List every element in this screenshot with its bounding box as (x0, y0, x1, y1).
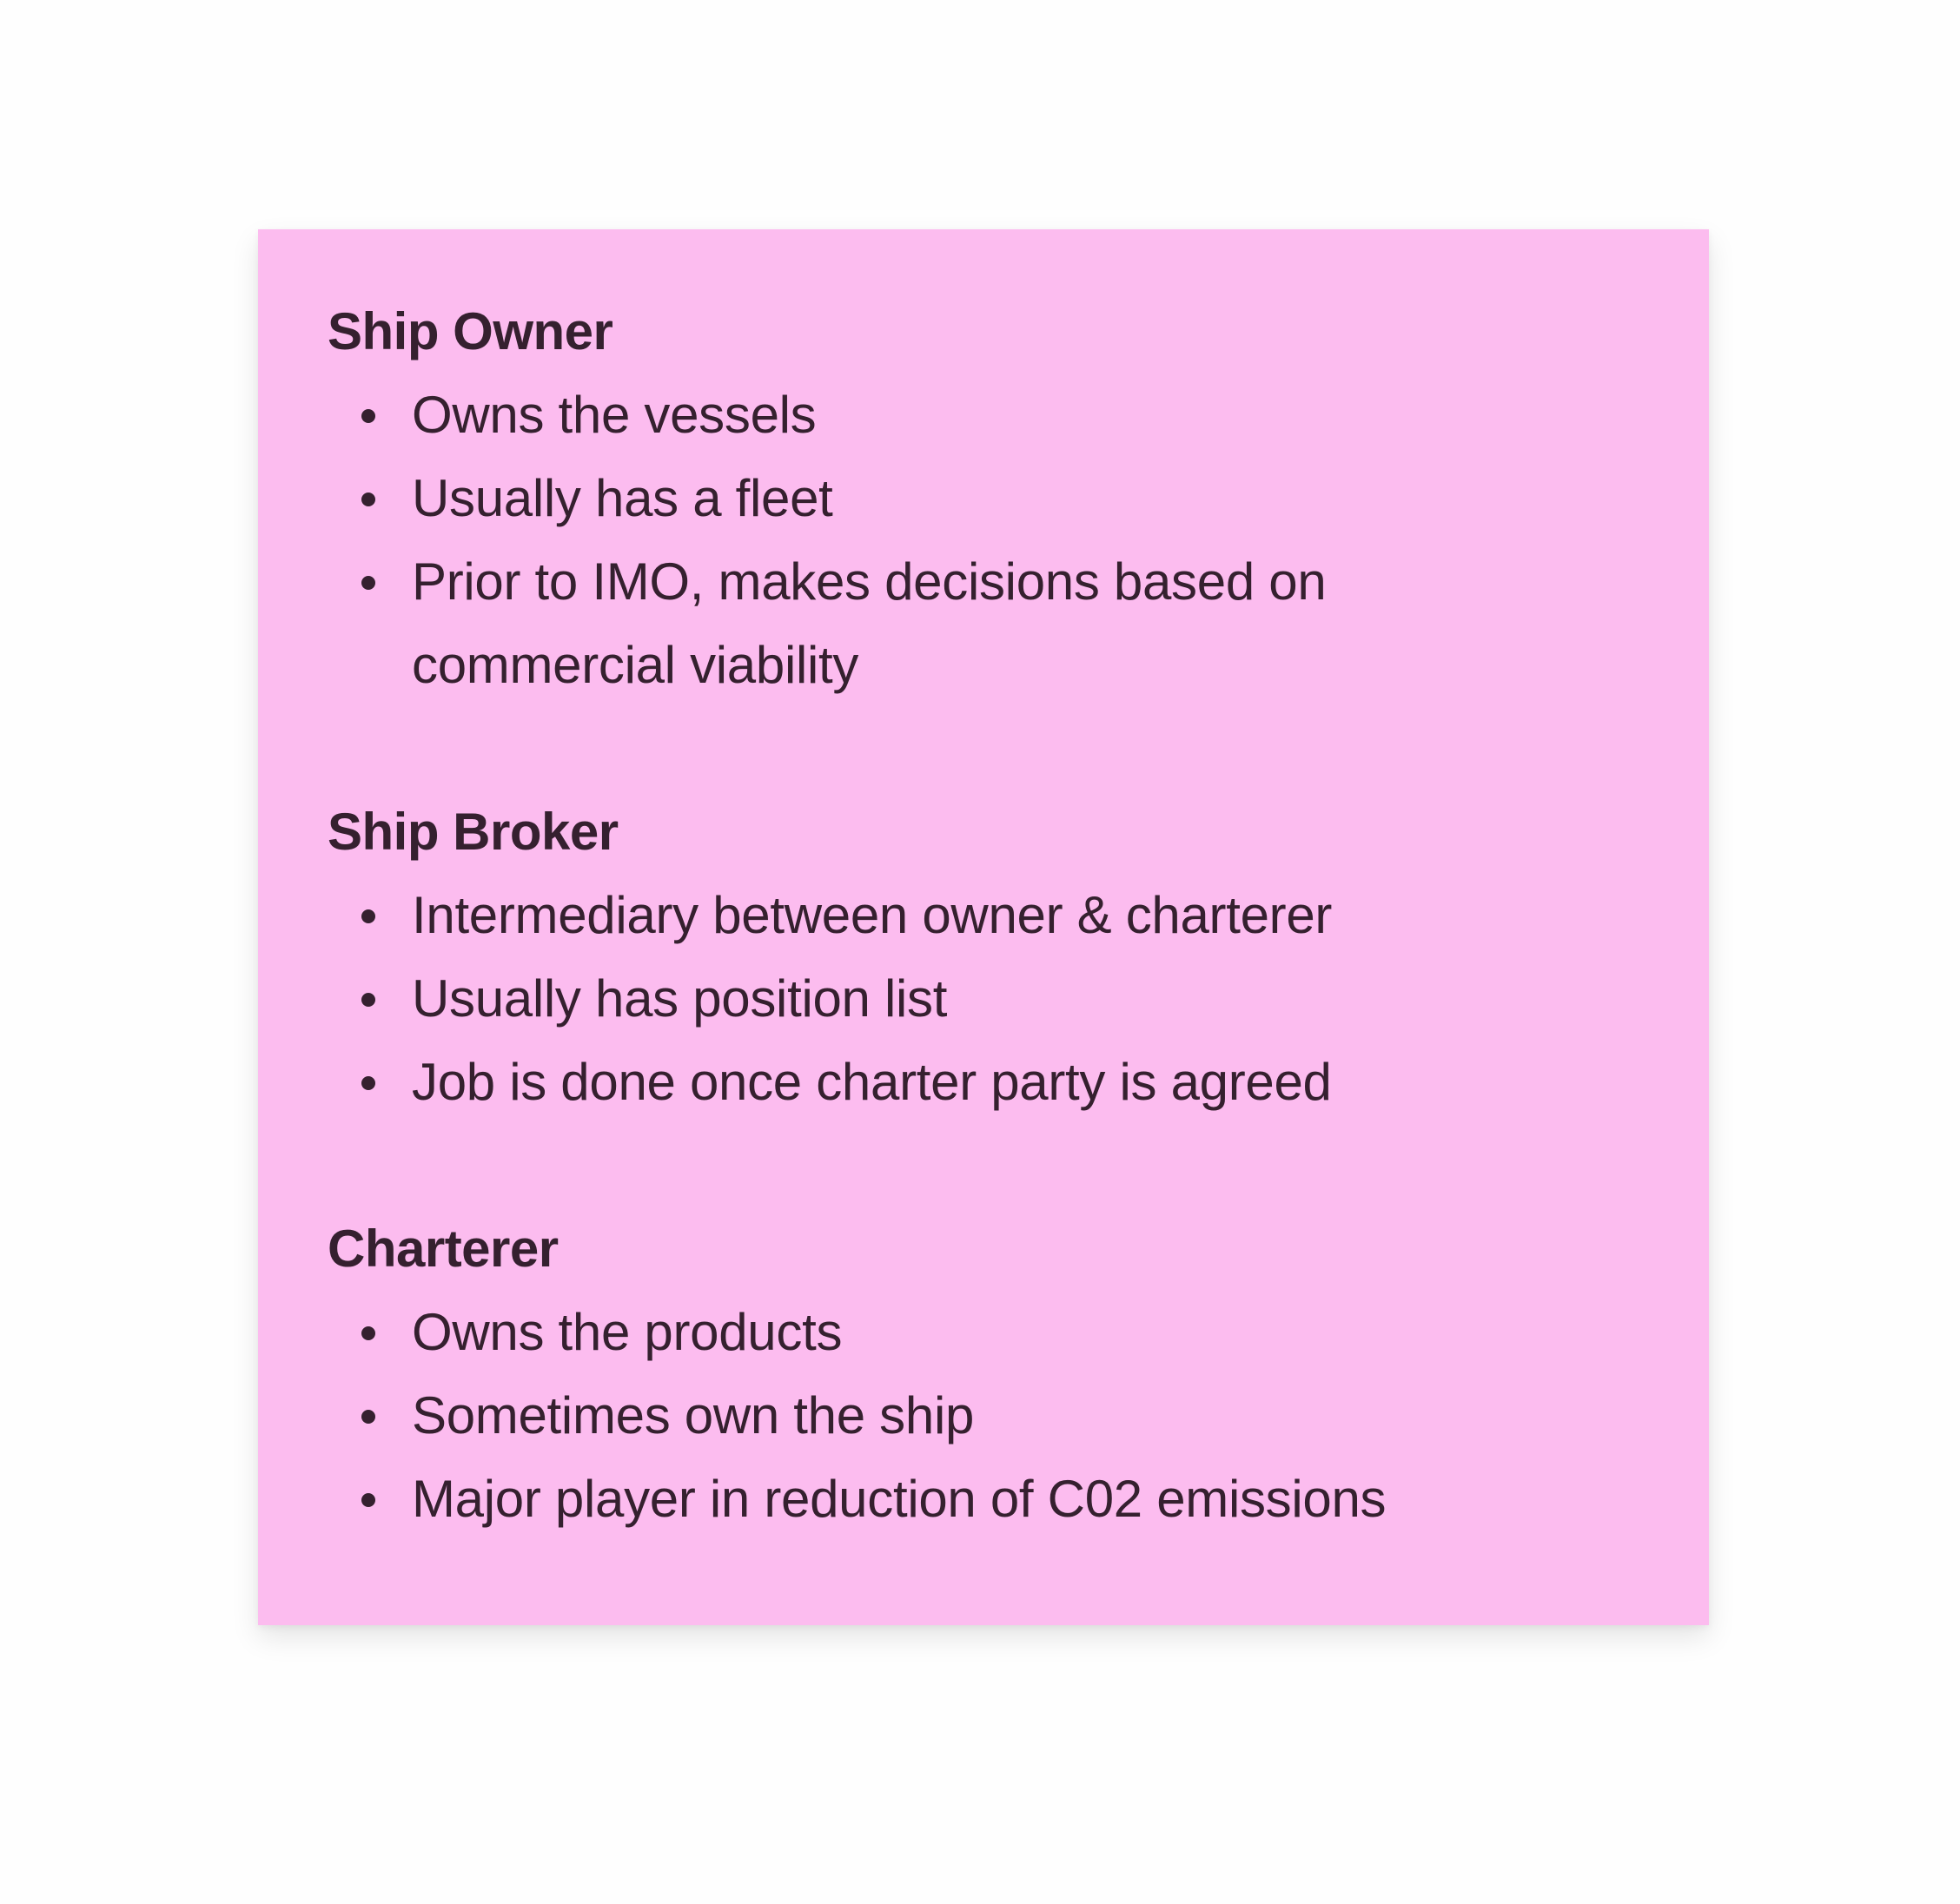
list-item (328, 874, 1639, 957)
bullet-icon (361, 576, 375, 590)
list-item-text: Prior to IMO, makes decisions based on commercial viability (412, 552, 1327, 694)
sticky-note[interactable] (258, 229, 1709, 1625)
bullet-icon (361, 1326, 375, 1340)
list-item-text: Intermediary between owner & charterer (412, 886, 1333, 944)
section-title: Ship Broker (328, 803, 619, 861)
bullet-icon (361, 493, 375, 506)
list-item (328, 1374, 1639, 1458)
bullet-list (328, 1291, 1639, 1541)
list-item-text: Owns the products (412, 1303, 843, 1361)
list-item-text: Usually has position list (412, 969, 948, 1028)
list-item-text: Major player in reduction of C02 emissions (412, 1470, 1387, 1528)
bullet-icon (361, 909, 375, 923)
list-item (328, 374, 1639, 457)
list-item-text: Job is done once charter party is agreed (412, 1053, 1332, 1111)
list-item-text: Sometimes own the ship (412, 1386, 975, 1445)
section-title: Ship Owner (328, 302, 613, 360)
list-item (328, 540, 1639, 707)
list-item-text: Usually has a fleet (412, 469, 833, 527)
bullet-icon (361, 993, 375, 1007)
bullet-list (328, 874, 1639, 1124)
list-item (328, 1041, 1639, 1124)
bullet-list (328, 374, 1639, 707)
section-title: Charterer (328, 1220, 559, 1278)
section-ship-owner (328, 290, 1639, 707)
section-ship-broker (328, 790, 1639, 1124)
list-item (328, 457, 1639, 540)
bullet-icon (361, 1076, 375, 1090)
bullet-icon (361, 409, 375, 423)
section-charterer (328, 1207, 1639, 1541)
bullet-icon (361, 1493, 375, 1507)
list-item (328, 1458, 1639, 1541)
list-item-text: Owns the vessels (412, 386, 817, 444)
list-item (328, 1291, 1639, 1374)
bullet-icon (361, 1410, 375, 1424)
list-item (328, 957, 1639, 1041)
